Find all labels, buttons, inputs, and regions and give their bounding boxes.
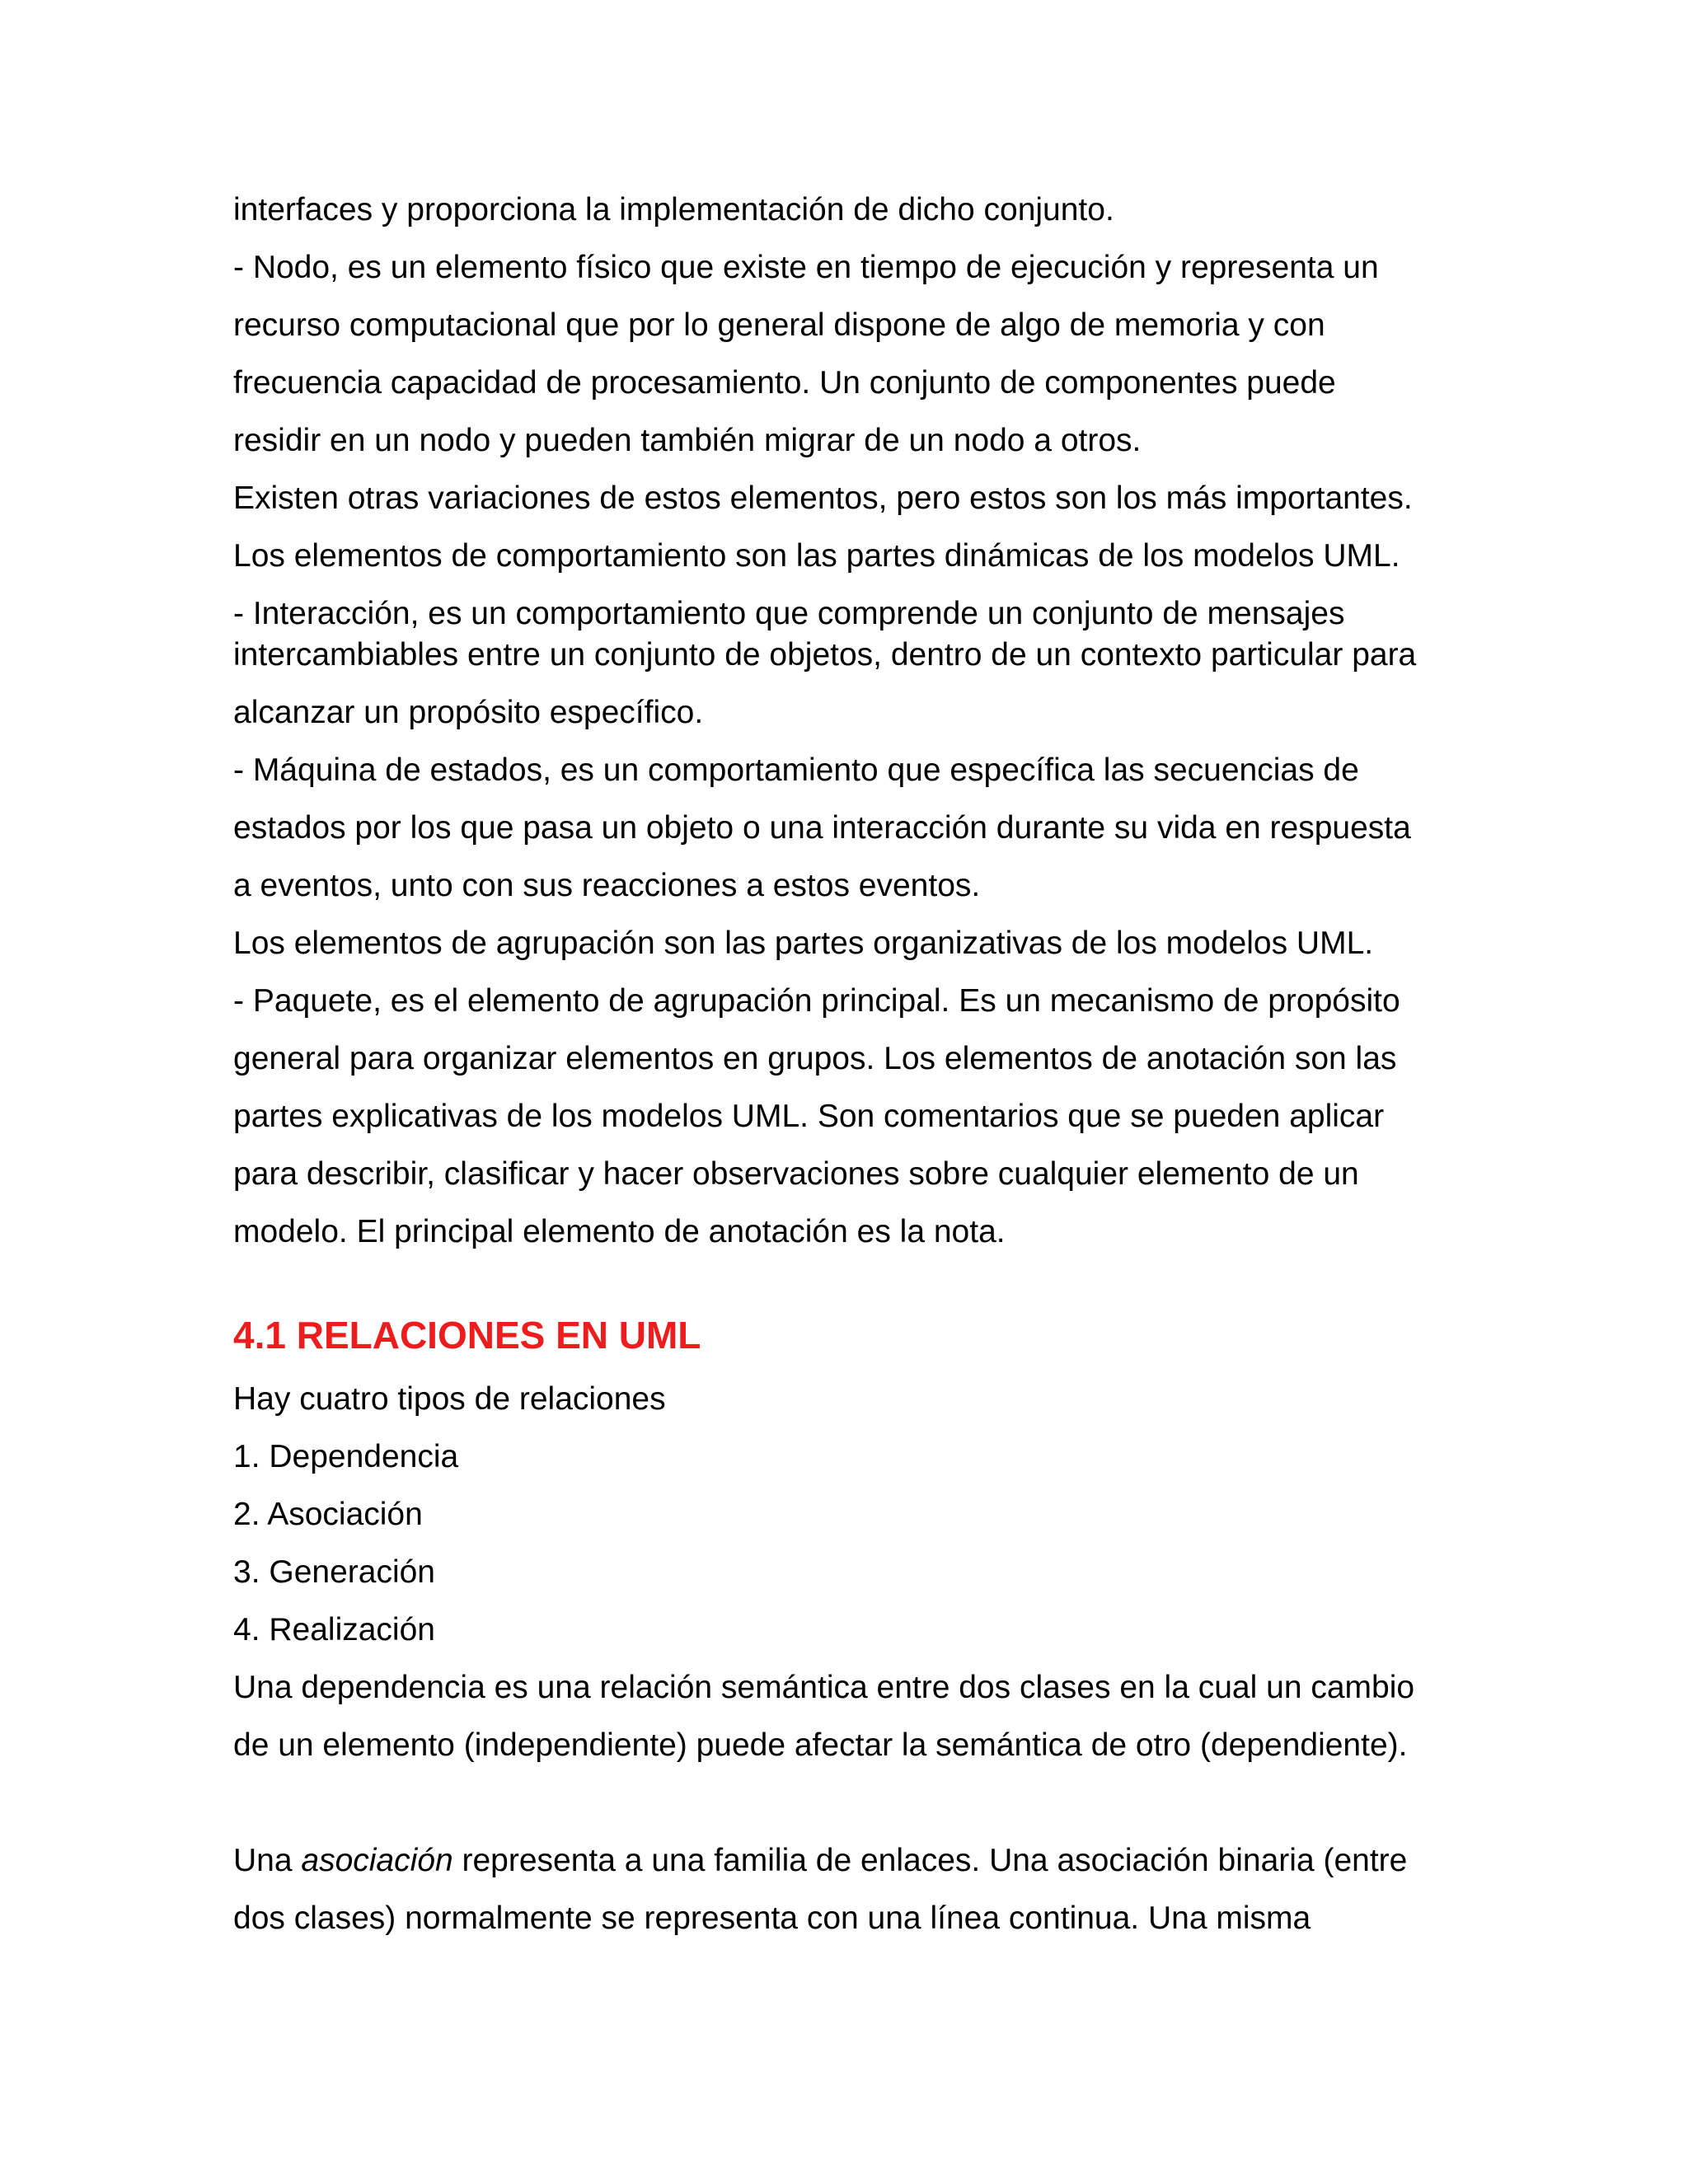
body-line: Existen otras variaciones de estos elementos, pero estos son los más importantes. [233, 480, 1413, 516]
body-line: para describir, clasificar y hacer observaciones sobre cualquier elemento de un [233, 1156, 1359, 1192]
body-line [233, 1840, 1407, 1882]
body-line: interfaces y proporciona la implementación de dicho conjunto. [233, 192, 1114, 227]
body-line: recurso computacional que por lo general dispone de algo de memoria y con [233, 307, 1325, 343]
body-line: partes explicativas de los modelos UML. Son comentarios que se pueden aplicar [233, 1099, 1385, 1134]
body-line: de un elemento (independiente) puede afectar la semántica de otro (dependiente). [233, 1727, 1408, 1763]
body-line: Hay cuatro tipos de relaciones [233, 1381, 666, 1417]
text-run: Una [233, 1843, 302, 1878]
body-line: frecuencia capacidad de procesamiento. Un conjunto de componentes puede [233, 365, 1336, 401]
section-heading: 4.1 RELACIONES EN UML [233, 1314, 701, 1357]
body-line: Los elementos de agrupación son las partes organizativas de los modelos UML. [233, 926, 1374, 961]
body-line: estados por los que pasa un objeto o una interacción durante su vida en respuesta [233, 810, 1411, 846]
body-line: Los elementos de comportamiento son las partes dinámicas de los modelos UML. [233, 538, 1400, 574]
list-item: 4. Realización [233, 1612, 435, 1647]
body-line: alcanzar un propósito específico. [233, 695, 704, 730]
body-line: a eventos, unto con sus reacciones a estos eventos. [233, 868, 981, 903]
body-line: residir en un nodo y pueden también migrar de un nodo a otros. [233, 423, 1142, 458]
body-line: dos clases) normalmente se representa con una línea continua. Una misma [233, 1900, 1311, 1936]
body-line: - Máquina de estados, es un comportamiento que específica las secuencias de [233, 752, 1359, 788]
body-line: intercambiables entre un conjunto de objetos, dentro de un contexto particular para [233, 637, 1417, 673]
list-item: 2. Asociación [233, 1497, 423, 1532]
text-run: representa a una familia de enlaces. Una asociación binaria (entre [452, 1843, 1408, 1878]
body-line: - Paquete, es el elemento de agrupación principal. Es un mecanismo de propósito [233, 983, 1400, 1019]
body-line: - Nodo, es un elemento físico que existe en tiempo de ejecución y representa un [233, 250, 1379, 285]
body-line: - Interacción, es un comportamiento que comprende un conjunto de mensajes [233, 596, 1345, 631]
body-line: general para organizar elementos en grupos. Los elementos de anotación son las [233, 1041, 1397, 1076]
list-item: 3. Generación [233, 1554, 435, 1590]
italic-term: asociación [301, 1843, 453, 1878]
list-item: 1. Dependencia [233, 1439, 459, 1474]
body-line: Una dependencia es una relación semántica entre dos clases en la cual un cambio [233, 1670, 1415, 1705]
body-line: modelo. El principal elemento de anotación es la nota. [233, 1214, 1006, 1249]
